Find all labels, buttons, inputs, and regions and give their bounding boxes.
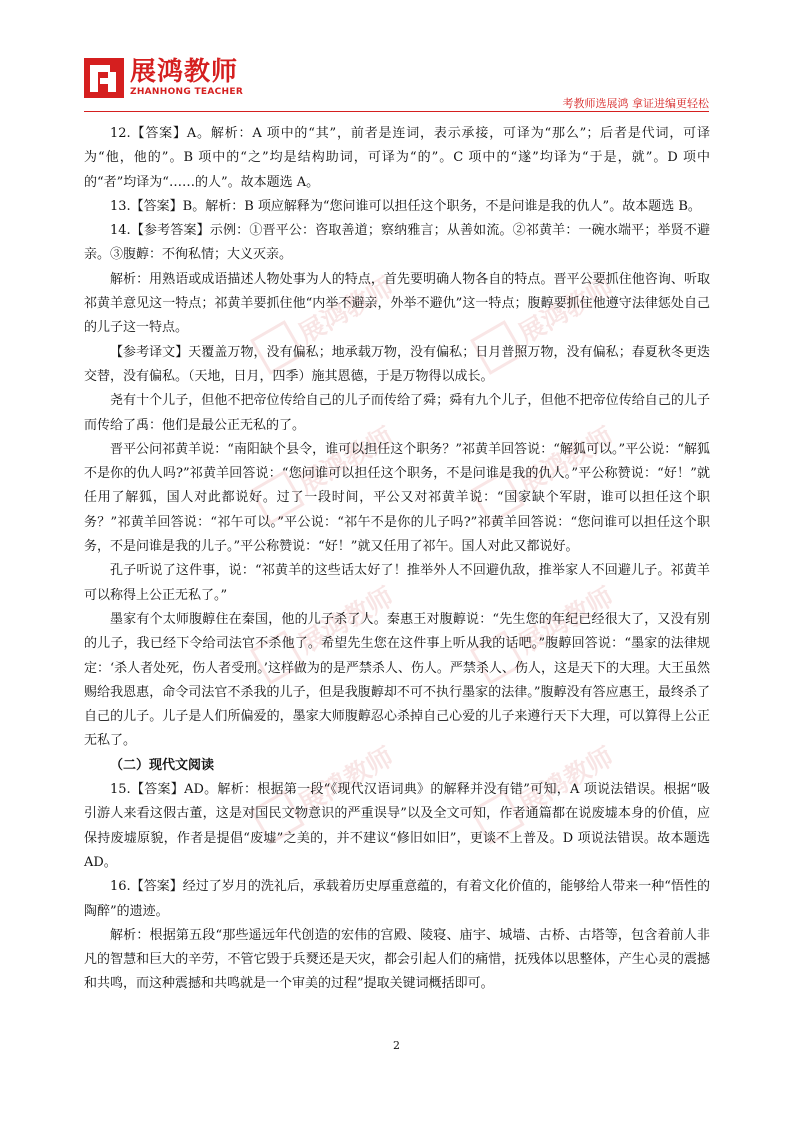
logo-chinese-name: 展鸿教师 xyxy=(130,57,239,87)
watermark-logo: 展鸿教师 xyxy=(250,735,400,845)
section-heading: （二）现代文阅读 xyxy=(110,757,215,773)
watermark-logo: 展鸿教师 xyxy=(250,415,400,525)
logo-english-name: ZHANHONG TEACHER xyxy=(130,87,244,97)
page-header xyxy=(0,0,793,115)
translation-paragraph: 孔子听说了这件事，说：“祁黄羊的这些话太好了！推举外人不回避仇敌，推举家人不回避儿子。祁黄羊可以称得上公正无私了。” xyxy=(84,563,710,603)
header-divider xyxy=(84,111,709,112)
header-slogan: 考教师选展鸿 拿证进编更轻松 xyxy=(562,97,709,110)
answer-14-analysis: 解析：用熟语或成语描述人物处事为人的特点，首先要明确人物各自的特点。晋平公要抓住他咨询、听取祁黄羊意见这一特点；祁黄羊要抓住他“内举不避亲，外举不避仇”这一特点；腹䵍要抓住他遵守法律惩处自己的儿子这一特点。 xyxy=(84,271,710,336)
document-body xyxy=(84,122,710,997)
answer-13: 13.【答案】B。解析：B 项应解释为“您问谁可以担任这个职务，不是问谁是我的仇人”。故本题选 B。 xyxy=(110,198,701,214)
page-number: 2 xyxy=(393,1039,400,1052)
answer-15: 15.【答案】AD。解析：根据第一段“《现代汉语词典》的解释并没有错”可知，A 项说法错误。根据“吸引游人来看这假古董，这是对国民文物意识的严重误导”以及全文可知，作者通篇都在说废墟本身的价值，应保持废墟原貌，作者是提倡“废墟”之美的，并不建议“修旧如旧”，更谈不上普及。D 项说法错误。故本题选 AD。 xyxy=(84,782,710,870)
watermark-logo: 展鸿教师 xyxy=(470,735,620,845)
answer-16-analysis: 解析：根据第五段“那些遥远年代创造的宏伟的宫殿、陵寝、庙宇、城墙、古桥、古塔等，包含着前人非凡的智慧和巨大的辛劳，不管它毁于兵燹还是天灾，都会引起人们的痛惜，抚残体以思整体，产生心灵的震撼和共鸣，而这种震撼和共鸣就是一个审美的过程”提取关键词概括即可。 xyxy=(84,927,710,992)
reference-translation: 【参考译文】天覆盖万物，没有偏私；地承载万物，没有偏私；日月普照万物，没有偏私；春夏秋冬更迭交替，没有偏私。（天地，日月，四季）施其恩德，于是万物得以成长。 xyxy=(84,344,710,384)
answer-14: 14.【参考答案】示例：①晋平公：咨取善道；察纳雅言；从善如流。②祁黄羊：一碗水端平；举贤不避亲。③腹䵍：不徇私情；大义灭亲。 xyxy=(84,223,710,263)
translation-paragraph: 墨家有个太师腹䵍住在秦国，他的儿子杀了人。秦惠王对腹䵍说：“先生您的年纪已经很大了，又没有别的儿子，我已经下令给司法官不杀他了。希望先生您在这件事上听从我的话吧。”腹䵍回答说：“墨家的法律规定：‘杀人者处死，伤人者受刑。’这样做为的是严禁杀人、伤人。严禁杀人、伤人，这是天下的大理。大王虽然赐给我恩惠，命令司法官不杀我的儿子，但是我腹䵍却不可不执行墨家的法律。”腹䵍没有答应惠王，最终杀了自己的儿子。儿子是人们所偏爱的，墨家大师腹䵍忍心杀掉自己心爱的儿子来遵行天下大理，可以算得上公正无私了。 xyxy=(84,611,710,749)
watermark-logo: 展鸿教师 xyxy=(470,575,620,685)
answer-16: 16.【答案】经过了岁月的洗礼后，承载着历史厚重意蕴的，有着文化价值的，能够给人带来一种“悟性的陶醉”的遗迹。 xyxy=(84,879,710,919)
watermark-logo: 展鸿教师 xyxy=(470,415,620,525)
translation-paragraph: 尧有十个儿子，但他不把帝位传给自己的儿子而传给了舜；舜有九个儿子，但他不把帝位传给自己的儿子而传给了禹：他们是最公正无私的了。 xyxy=(84,393,710,433)
translation-paragraph: 晋平公问祁黄羊说：“南阳缺个县令，谁可以担任这个职务？”祁黄羊回答说：“解狐可以。”平公说：“解狐不是你的仇人吗?”祁黄羊回答说：“您问谁可以担任这个职务，不是问谁是我的仇人。”平公称赞说：“好！”就任用了解狐，国人对此都说好。过了一段时间，平公又对祁黄羊说：“国家缺个军尉，谁可以担任这个职务？”祁黄羊回答说：“祁午可以。”平公说：“祁午不是你的儿子吗?”祁黄羊回答说：“您问谁可以担任这个职务，不是问谁是我的儿子。”平公称赞说：“好！”就又任用了祁午。国人对此又都说好。 xyxy=(84,441,710,555)
brand-logo xyxy=(84,55,274,101)
watermark-logo: 展鸿教师 xyxy=(250,575,400,685)
answer-12: 12.【答案】A。解析：A 项中的“其”，前者是连词，表示承接，可译为“那么”；后者是代词，可译为“他，他的”。B 项中的“之”均是结构助词，可译为“的”。C 项中的“遂”均译为“于是，就”。D 项中的“者”均译为“……的人”。故本题选 A。 xyxy=(84,126,710,190)
logo-mark-icon xyxy=(84,58,124,98)
watermark-logo: 展鸿教师 xyxy=(470,265,620,375)
watermark-logo: 展鸿教师 xyxy=(250,265,400,375)
